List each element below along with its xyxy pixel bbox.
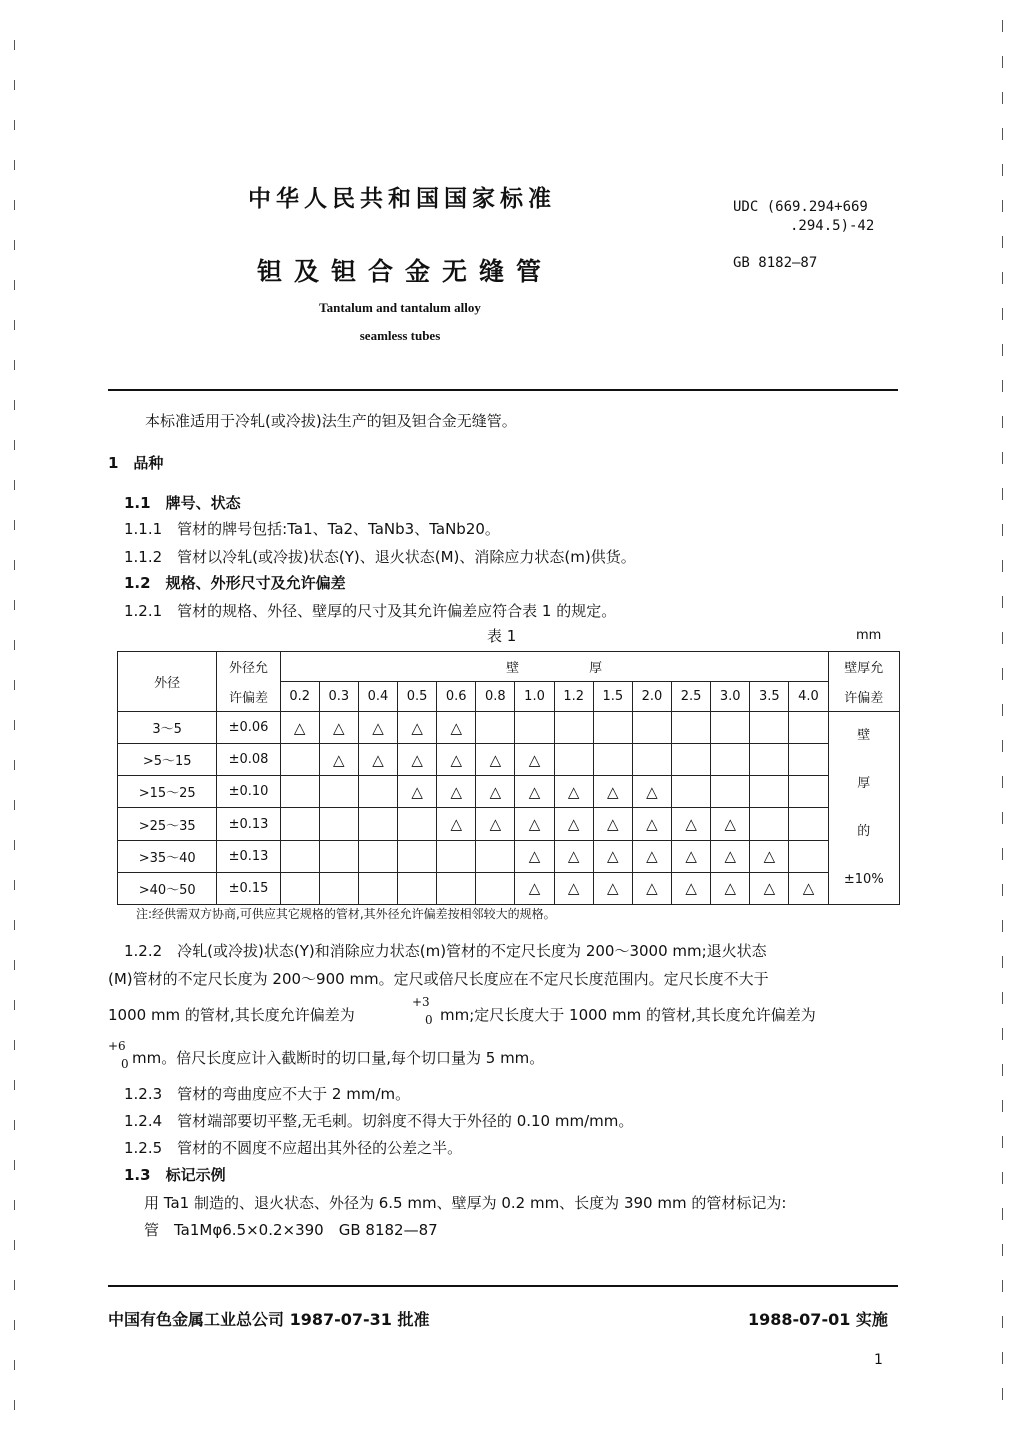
- empty-cell: [789, 712, 828, 744]
- wall-tolerance-cell: [828, 712, 899, 905]
- marking-example: 管 Ta1Mφ6.5×0.2×390 GB 8182—87: [144, 1221, 438, 1239]
- availability-mark: △: [398, 712, 437, 744]
- availability-mark: △: [672, 872, 711, 904]
- clause-1-2-2-line-2: (M)管材的不定尺长度为 200～900 mm。定尺或倍尺长度应在不定尺长度范围内。定尺长度不大于: [108, 970, 769, 988]
- empty-cell: [476, 872, 515, 904]
- wall-size-header: 0.5: [398, 682, 437, 712]
- empty-cell: [319, 872, 358, 904]
- empty-cell: [476, 840, 515, 872]
- empty-cell: [711, 776, 750, 808]
- availability-mark: △: [515, 872, 554, 904]
- wall-size-header: 0.2: [280, 682, 319, 712]
- empty-cell: [750, 776, 789, 808]
- availability-mark: △: [593, 776, 632, 808]
- empty-cell: [750, 744, 789, 776]
- wall-size-header: 0.3: [319, 682, 358, 712]
- availability-mark: △: [750, 840, 789, 872]
- wall-tolerance-text: ±10%: [843, 872, 884, 887]
- table-row: [118, 712, 900, 744]
- wall-size-header: 0.4: [358, 682, 397, 712]
- section-1-1-heading: 1.1 牌号、状态: [124, 494, 241, 512]
- empty-cell: [358, 840, 397, 872]
- availability-mark: △: [750, 872, 789, 904]
- table-row: [118, 840, 900, 872]
- wall-size-header: 3.5: [750, 682, 789, 712]
- section-1-3-heading: 1.3 标记示例: [124, 1166, 226, 1184]
- empty-cell: [789, 840, 828, 872]
- table-unit: mm: [856, 628, 882, 643]
- availability-mark: △: [398, 776, 437, 808]
- availability-mark: △: [632, 808, 671, 840]
- wall-tolerance-text: 厚: [857, 776, 871, 791]
- empty-cell: [789, 808, 828, 840]
- section-1-heading: 1 品种: [108, 454, 164, 472]
- wall-size-header: 2.0: [632, 682, 671, 712]
- od-tolerance-cell: ±0.15: [217, 872, 280, 904]
- clause-1-1-2: 1.1.2 管材以冷轧(或冷拔)状态(Y)、退火状态(M)、消除应力状态(m)供货。: [124, 548, 636, 566]
- availability-mark: △: [358, 712, 397, 744]
- clause-1-1-1: 1.1.1 管材的牌号包括:Ta1、Ta2、TaNb3、TaNb20。: [124, 520, 500, 538]
- availability-mark: △: [554, 776, 593, 808]
- empty-cell: [437, 872, 476, 904]
- wall-size-header: 1.0: [515, 682, 554, 712]
- availability-mark: △: [515, 744, 554, 776]
- empty-cell: [358, 808, 397, 840]
- col-header-od-tol-1: 外径允: [217, 652, 280, 682]
- footer-rule: [108, 1285, 898, 1287]
- effective-date: 1988-07-01 实施: [748, 1310, 888, 1329]
- tolerance-zero-1: 0: [425, 1013, 433, 1027]
- availability-mark: △: [593, 808, 632, 840]
- availability-mark: △: [672, 808, 711, 840]
- od-cell: >5～15: [118, 744, 217, 776]
- od-cell: >25～35: [118, 808, 217, 840]
- wall-size-header: 1.5: [593, 682, 632, 712]
- empty-cell: [476, 712, 515, 744]
- table-row: [118, 744, 900, 776]
- availability-mark: △: [672, 840, 711, 872]
- clause-1-2-2-line-1: 1.2.2 冷轧(或冷拔)状态(Y)和消除应力状态(m)管材的不定尺长度为 200～3000 mm;退火状态: [124, 942, 767, 960]
- availability-mark: △: [593, 840, 632, 872]
- empty-cell: [554, 744, 593, 776]
- empty-cell: [319, 840, 358, 872]
- empty-cell: [750, 712, 789, 744]
- empty-cell: [789, 744, 828, 776]
- od-tolerance-cell: ±0.10: [217, 776, 280, 808]
- clause-1-2-5: 1.2.5 管材的不圆度不应超出其外径的公差之半。: [124, 1139, 463, 1157]
- table-row: [118, 776, 900, 808]
- availability-mark: △: [515, 776, 554, 808]
- udc-code-line-2: .294.5)-42: [790, 218, 875, 234]
- availability-mark: △: [280, 712, 319, 744]
- empty-cell: [280, 776, 319, 808]
- wall-size-row: [118, 682, 900, 712]
- wall-tolerance-text: 的: [857, 824, 871, 839]
- empty-cell: [319, 776, 358, 808]
- empty-cell: [632, 712, 671, 744]
- empty-cell: [554, 712, 593, 744]
- od-cell: >40～50: [118, 872, 217, 904]
- right-margin-line: [1002, 20, 1003, 1420]
- clause-1-2-2-line-3a: 1000 mm 的管材,其长度允许偏差为: [108, 1006, 355, 1024]
- col-header-wall-tol-1: 壁厚允: [828, 652, 899, 682]
- availability-mark: △: [476, 776, 515, 808]
- wall-tolerance-text: 壁: [857, 728, 871, 743]
- availability-mark: △: [319, 744, 358, 776]
- empty-cell: [280, 744, 319, 776]
- scope-paragraph: 本标准适用于冷轧(或冷拔)法生产的钽及钽合金无缝管。: [145, 412, 517, 430]
- availability-mark: △: [789, 872, 828, 904]
- empty-cell: [711, 712, 750, 744]
- national-standard-heading: 中华人民共和国国家标准: [248, 186, 556, 212]
- standard-title: 钽及钽合金无缝管: [257, 257, 554, 286]
- empty-cell: [672, 712, 711, 744]
- approval-line: 中国有色金属工业总公司 1987-07-31 批准: [108, 1310, 430, 1329]
- wall-size-header: 4.0: [789, 682, 828, 712]
- availability-mark: △: [358, 744, 397, 776]
- clause-1-2-2-line-3b: mm;定尺长度大于 1000 mm 的管材,其长度允许偏差为: [440, 1006, 816, 1024]
- availability-mark: △: [437, 712, 476, 744]
- col-header-wall-tol-2: 许偏差: [828, 682, 899, 712]
- header-rule: [108, 389, 898, 391]
- table-caption: 表 1: [487, 627, 517, 645]
- availability-mark: △: [319, 712, 358, 744]
- col-header-wall-char-2: 厚: [589, 661, 603, 676]
- english-title-line-1: Tantalum and tantalum alloy: [319, 300, 481, 315]
- availability-mark: △: [554, 808, 593, 840]
- availability-mark: △: [632, 872, 671, 904]
- availability-mark: △: [398, 744, 437, 776]
- gb-number: GB 8182—87: [733, 255, 818, 271]
- col-header-od: 外径: [118, 652, 217, 712]
- empty-cell: [711, 744, 750, 776]
- empty-cell: [319, 808, 358, 840]
- empty-cell: [789, 776, 828, 808]
- availability-mark: △: [437, 744, 476, 776]
- udc-code-line-1: UDC (669.294+669: [733, 199, 868, 215]
- availability-mark: △: [711, 872, 750, 904]
- availability-mark: △: [593, 872, 632, 904]
- od-tolerance-cell: ±0.06: [217, 712, 280, 744]
- empty-cell: [280, 808, 319, 840]
- col-header-wall-char-1: 壁: [506, 661, 520, 676]
- availability-mark: △: [437, 776, 476, 808]
- clause-1-2-4: 1.2.4 管材端部要切平整,无毛刺。切斜度不得大于外径的 0.10 mm/mm。: [124, 1112, 634, 1130]
- english-title-line-2: seamless tubes: [359, 328, 441, 343]
- marking-example-desc: 用 Ta1 制造的、退火状态、外径为 6.5 mm、壁厚为 0.2 mm、长度为 390 mm 的管材标记为:: [144, 1194, 787, 1212]
- empty-cell: [280, 872, 319, 904]
- availability-mark: △: [515, 808, 554, 840]
- empty-cell: [358, 776, 397, 808]
- availability-mark: △: [476, 744, 515, 776]
- od-cell: >35～40: [118, 840, 217, 872]
- empty-cell: [358, 872, 397, 904]
- wall-size-header: 2.5: [672, 682, 711, 712]
- wall-size-header: 1.2: [554, 682, 593, 712]
- empty-cell: [398, 872, 437, 904]
- availability-mark: △: [711, 808, 750, 840]
- empty-cell: [398, 840, 437, 872]
- left-margin-line: [14, 40, 15, 1420]
- table-row: [118, 808, 900, 840]
- empty-cell: [437, 840, 476, 872]
- empty-cell: [632, 744, 671, 776]
- wall-size-header: 3.0: [711, 682, 750, 712]
- availability-mark: △: [554, 872, 593, 904]
- col-header-od-tol-2: 许偏差: [217, 682, 280, 712]
- spec-table: [117, 651, 900, 905]
- tolerance-plus-3: +3: [412, 995, 430, 1009]
- empty-cell: [398, 808, 437, 840]
- od-tolerance-cell: ±0.13: [217, 808, 280, 840]
- empty-cell: [280, 840, 319, 872]
- section-1-2-heading: 1.2 规格、外形尺寸及允许偏差: [124, 574, 346, 592]
- clause-1-2-1: 1.2.1 管材的规格、外径、壁厚的尺寸及其允许偏差应符合表 1 的规定。: [124, 602, 617, 620]
- availability-mark: △: [437, 808, 476, 840]
- od-tolerance-cell: ±0.08: [217, 744, 280, 776]
- empty-cell: [593, 744, 632, 776]
- col-header-wall: [280, 652, 828, 682]
- empty-cell: [750, 808, 789, 840]
- page-number: 1: [874, 1352, 883, 1368]
- availability-mark: △: [515, 840, 554, 872]
- tolerance-zero-2: 0: [121, 1057, 129, 1071]
- availability-mark: △: [632, 776, 671, 808]
- empty-cell: [593, 712, 632, 744]
- availability-mark: △: [632, 840, 671, 872]
- tolerance-plus-6: +6: [108, 1039, 126, 1053]
- empty-cell: [672, 744, 711, 776]
- availability-mark: △: [476, 808, 515, 840]
- availability-mark: △: [711, 840, 750, 872]
- od-tolerance-cell: ±0.13: [217, 840, 280, 872]
- clause-1-2-2-line-4: mm。倍尺长度应计入截断时的切口量,每个切口量为 5 mm。: [132, 1049, 545, 1067]
- empty-cell: [515, 712, 554, 744]
- wall-size-header: 0.6: [437, 682, 476, 712]
- availability-mark: △: [554, 840, 593, 872]
- empty-cell: [672, 776, 711, 808]
- wall-size-header: 0.8: [476, 682, 515, 712]
- clause-1-2-3: 1.2.3 管材的弯曲度应不大于 2 mm/m。: [124, 1085, 411, 1103]
- table-note: 注:经供需双方协商,可供应其它规格的管材,其外径允许偏差按相邻较大的规格。: [136, 907, 556, 921]
- od-cell: 3～5: [118, 712, 217, 744]
- od-cell: >15～25: [118, 776, 217, 808]
- table-row: [118, 872, 900, 904]
